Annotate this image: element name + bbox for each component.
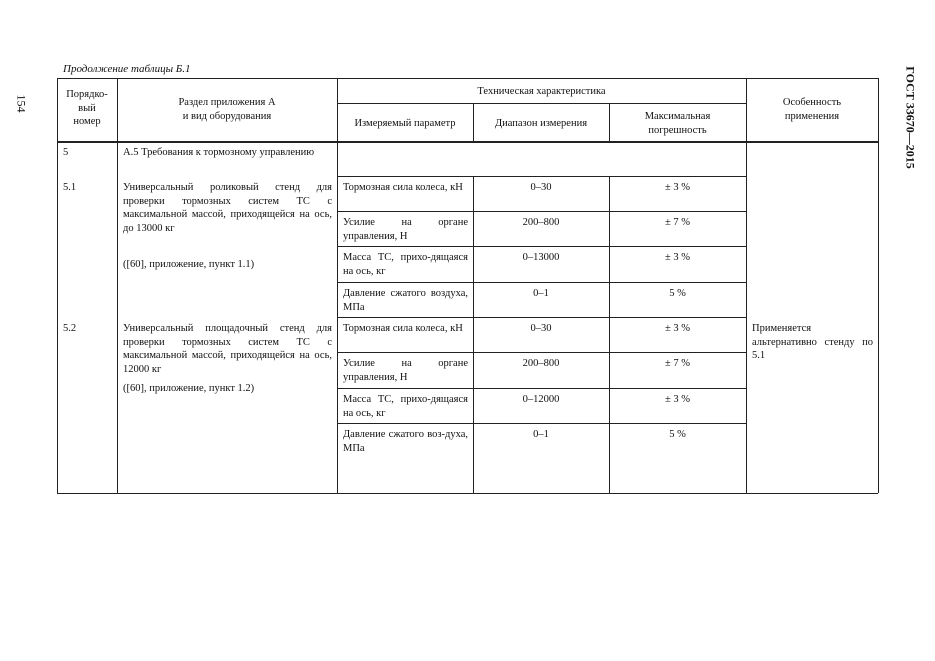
rule: [337, 211, 746, 212]
range-cell: 200–800: [522, 217, 560, 228]
rule: [117, 78, 118, 493]
error-cell: ± 3 %: [664, 182, 690, 193]
param-cell: Усилие на органе управления, Н: [343, 217, 468, 242]
rule: [746, 78, 747, 493]
row-section: Универсальный площадочный стенд для проверки тормозных систем ТС с максимальной массой, приходящейся на ось, 12000 кг: [123, 323, 332, 375]
range-cell: 0–1: [533, 288, 549, 299]
error-cell: 5 %: [669, 429, 686, 440]
standard-code: ГОСТ 33670—2015: [903, 66, 918, 169]
rule: [337, 78, 338, 493]
param-cell: Тормозная сила колеса, кН: [343, 323, 463, 334]
rule: [57, 493, 878, 494]
rule: [337, 388, 746, 389]
range-cell: 0–1: [533, 429, 549, 440]
rule: [57, 78, 878, 79]
error-cell: 5 %: [669, 288, 686, 299]
range-cell: 0–30: [530, 182, 552, 193]
row-num: 5: [63, 147, 69, 158]
param-cell: Тормозная сила колеса, кН: [343, 182, 463, 193]
error-cell: ± 3 %: [664, 394, 690, 405]
range-cell: 0–12000: [522, 394, 560, 405]
param-cell: Масса ТС, прихо-дящаяся на ось, кг: [343, 394, 468, 419]
range-cell: 0–13000: [522, 252, 560, 263]
header-feature: Особенность применения: [782, 97, 842, 122]
row-section: Универсальный роликовый стенд для проверки тормозных систем ТС с максимальной массой, приходящейся на ось, до 13000 кг: [123, 182, 332, 234]
error-cell: ± 7 %: [664, 217, 690, 228]
rule: [337, 103, 746, 104]
param-cell: Масса ТС, прихо-дящаяся на ось, кг: [343, 252, 468, 277]
row-section: А.5 Требования к тормозному управлению: [123, 147, 315, 158]
error-cell: ± 3 %: [664, 323, 690, 334]
rule: [57, 141, 878, 143]
param-cell: Давление сжатого воз-духа, МПа: [343, 429, 468, 454]
header-error: Максимальная погрешность: [644, 111, 711, 136]
param-cell: Усилие на органе управления, Н: [343, 358, 468, 383]
header-section: Раздел приложения А и вид оборудования: [178, 97, 276, 122]
row-feature: Применяется альтернативно стенду по 5.1: [752, 323, 873, 361]
table-caption: Продолжение таблицы Б.1: [63, 63, 191, 75]
row-reference: ([60], приложение, пункт 1.1): [123, 259, 255, 270]
row-num: 5.2: [63, 323, 77, 334]
rule: [878, 78, 879, 493]
range-cell: 0–30: [530, 323, 552, 334]
row-num: 5.1: [63, 182, 77, 193]
rule: [337, 317, 746, 318]
rule: [57, 78, 58, 493]
header-range: Диапазон измерения: [494, 118, 588, 129]
error-cell: ± 7 %: [664, 358, 690, 369]
range-cell: 200–800: [522, 358, 560, 369]
page-number: 154: [14, 94, 29, 113]
error-cell: ± 3 %: [664, 252, 690, 263]
row-reference: ([60], приложение, пункт 1.2): [123, 383, 255, 394]
rule: [337, 282, 746, 283]
rule: [337, 352, 746, 353]
param-cell: Давление сжатого воздуха, МПа: [343, 288, 468, 313]
rule: [337, 423, 746, 424]
rule: [337, 176, 746, 177]
header-num: Порядко- вый номер: [66, 89, 108, 127]
header-tech: Техническая характеристика: [477, 86, 606, 97]
rule: [337, 246, 746, 247]
header-param: Измеряемый параметр: [354, 118, 456, 129]
